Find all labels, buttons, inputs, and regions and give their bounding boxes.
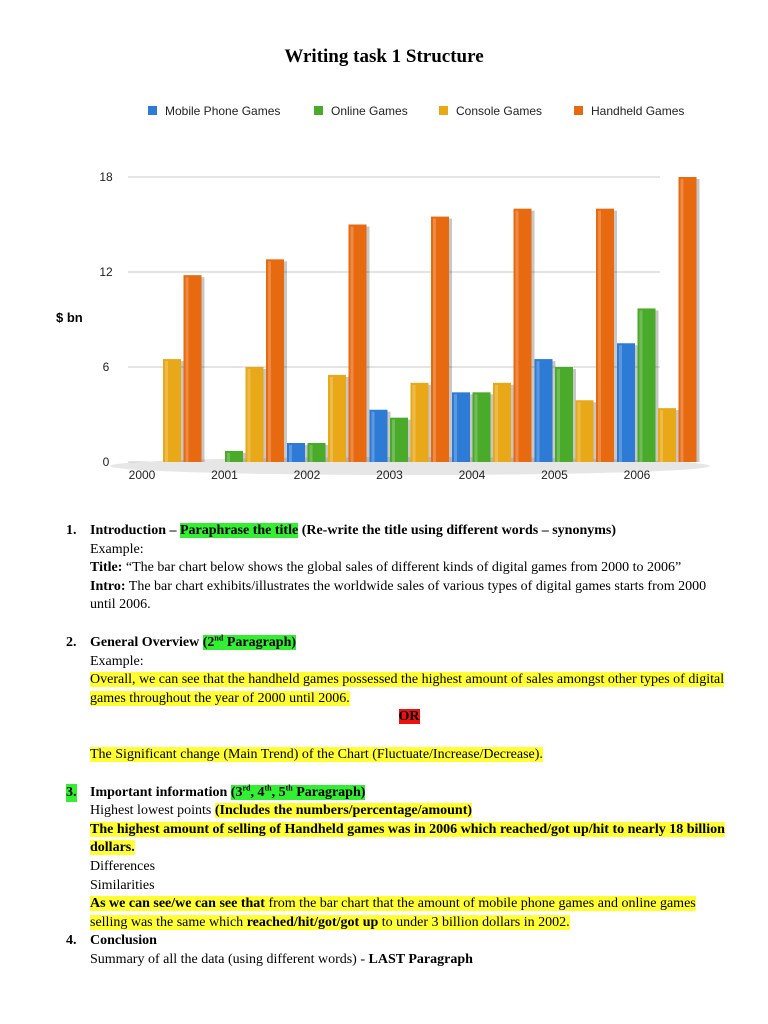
bar [617,343,638,462]
legend-label: Online Games [331,104,408,118]
bar [225,451,246,462]
bar [431,217,452,462]
bar [535,359,556,462]
legend-swatch [314,106,323,115]
section-number: 4. [66,933,77,949]
section-conclusion [66,932,728,969]
bar [596,209,617,462]
trend-text: The Significant change (Main Trend) of the Chart (Fluctuate/Increase/Decrease). [90,746,543,762]
summary-text: Summary of all the data (using different words) - [90,951,369,967]
title-text: “The bar chart below shows the global sales of different kinds of digital games from 2000 to 2006” [122,560,682,576]
title-label: Title: [90,560,123,576]
bar [555,367,576,462]
bar [411,383,432,462]
section-overview [66,634,728,765]
bar [163,359,184,462]
highest-text: The highest amount of selling of Handheld games was in 2006 which reached/got up/hit to nearly 18 billion dollars. [90,821,725,856]
y-axis-label: $ bn [56,310,83,325]
y-tick-label: 18 [99,170,113,184]
bar [452,392,473,462]
x-tick-label: 2002 [293,468,321,482]
section-heading: Conclusion [90,933,157,949]
similarities-label: Similarities [90,877,155,893]
highest-lowest-label: Highest lowest points [90,803,215,819]
chart-legend [148,104,684,118]
bar [184,275,205,462]
bar [514,209,535,462]
or-label: OR [398,709,420,725]
x-tick-label: 2003 [376,468,403,482]
section-heading: Introduction – [90,523,180,538]
x-tick-label: 2006 [623,468,651,482]
bar [493,383,514,462]
highlight-paragraphs: (3rd, 4th, 5th Paragraph) [230,782,366,800]
intro-label: Intro: [90,578,126,594]
legend-item [148,104,280,118]
section-number: 2. [66,634,77,650]
legend-swatch [574,106,583,115]
legend-swatch [439,106,448,115]
example-label: Example: [90,541,144,557]
overview-text: Overall, we can see that the handheld games possessed the highest amount of sales amongst other types of digital games throughout the year of 2000 until 2006. [90,672,725,706]
legend-item [314,104,408,118]
bar [638,308,659,462]
y-axis-ticks [99,170,113,469]
section-important-info: 3. Important information (3rd, 4th, 5th Paragraph) Highest lowest points (Includes the numbers/percentage/amount) The highest amount of selling of Handheld games was in 2006 which reached/got up/hit to nearly 18 billion dollars. Differences Similarities As we can see/we can see that from the bar chart that the amount of mobile phone games and online games selling was the same which reached/hit/got/got up to under 3 billion dollars in 2002. [66,784,728,933]
legend-swatch [148,106,157,115]
section-introduction [66,522,728,615]
bar [679,177,700,462]
section-heading-note: (Re-write the title using different words – synonyms) [298,523,617,538]
legend-item [439,104,542,118]
bar [658,408,679,462]
y-tick-label: 0 [102,455,110,469]
chart-bars [163,177,700,462]
bar [349,225,370,463]
y-tick-label: 6 [102,360,110,374]
intro-text: The bar chart exhibits/illustrates the worldwide sales of various types of digital games starts from 2000 until 2006. [90,578,707,613]
x-tick-label: 2004 [458,468,486,482]
bar [473,392,494,462]
legend-label: Console Games [456,104,543,118]
highlight-paragraph: (2nd Paragraph) [202,633,297,650]
document-body [66,522,728,969]
section-heading: Important information [90,784,231,800]
x-tick-label: 2005 [541,468,568,482]
page-title: Writing task 1 Structure [284,46,484,67]
section-heading: General Overview [90,634,203,650]
bar-chart [0,90,768,500]
section-number: 3. [66,784,77,803]
x-tick-label: 2000 [128,468,156,482]
bar [576,400,597,462]
bar [370,410,391,462]
bar [287,443,308,462]
highlight-paraphrase: Paraphrase the title [179,523,299,538]
legend-label: Mobile Phone Games [165,104,281,118]
bar [246,367,267,462]
section-number: 1. [66,523,77,538]
bar [328,375,349,462]
bar [308,443,329,462]
legend-label: Handheld Games [591,104,685,118]
as-we-can-see: As we can see/we can see that [90,896,265,912]
legend-item [574,104,684,118]
example-label: Example: [90,653,144,669]
summary-bold: LAST Paragraph [368,951,473,967]
includes-note: (Includes the numbers/percentage/amount) [214,803,473,819]
differences-label: Differences [90,858,156,874]
y-tick-label: 12 [99,265,113,279]
x-tick-label: 2001 [211,468,238,482]
bar [390,418,411,462]
bar [266,259,287,462]
